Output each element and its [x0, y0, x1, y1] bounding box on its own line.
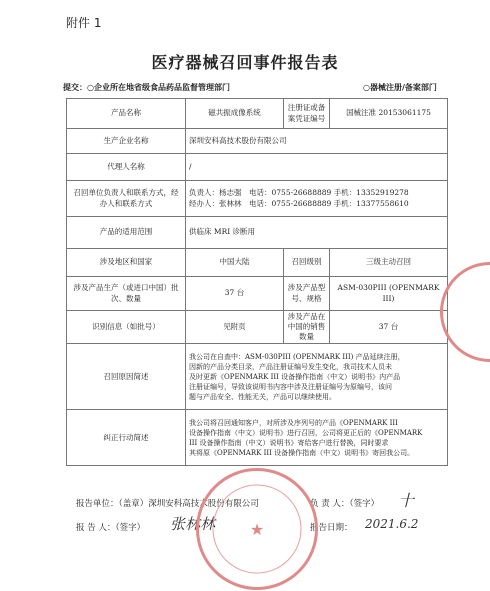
company-stamp — [196, 468, 318, 590]
level-label: 召回级别 — [284, 249, 330, 277]
reporter-unit: 报告单位：（盖章）深圳安科高技术股份有限公司 — [76, 499, 259, 509]
responsible-label: 负 责 人：（签字） — [310, 499, 380, 509]
stamp-ring — [199, 471, 315, 587]
reporter-label: 报 告 人：（签字） — [76, 523, 146, 533]
reg-value: 国械注准 20153061175 — [330, 99, 448, 129]
action-line: III 设备操作指南（中文）说明书》寄给客户进行替换，同时要求 — [189, 438, 389, 447]
scope-label: 产品的适用范围 — [67, 217, 186, 249]
agent-label: 代理人名称 — [67, 154, 186, 181]
report-date-value: 2021.6.2 — [365, 517, 419, 531]
action-value — [186, 410, 448, 466]
sales-value: 37 台 — [330, 311, 448, 344]
report-date-label: 报告日期： — [310, 523, 353, 533]
attachment-label: 附件 1 — [66, 16, 102, 30]
batch-label: 涉及产品生产（或进口中国）批次、数量 — [67, 277, 186, 311]
manufacturer-value: 深圳安科高技术股份有限公司 — [186, 129, 448, 154]
contact-label: 召回单位负责人和联系方式，经办人和联系方式 — [67, 181, 186, 217]
action-line: 其将原《OPENMARK III 设备操作指南（中文）说明书》寄回我公司。 — [189, 449, 415, 458]
level-value: 三级主动召回 — [330, 249, 448, 277]
reason-line: 及时更新《OPENMARK III 设备操作指南（中文）说明书》内产品 — [189, 372, 401, 381]
responsible-signature: ⼗ — [398, 491, 415, 510]
reason-line: 因新的产品分类目录，产品注册证编号发生变化，我司技术人员未 — [189, 362, 392, 371]
batch-value: 37 台 — [186, 277, 284, 311]
reason-line: 注册证编号，导致该说明书内容中涉及注册证编号为原编号，该问 — [189, 382, 392, 391]
contact-line: 经办人：张林林 电话：0755-26688889 手机：13377558610 — [189, 198, 409, 208]
submit-left: 提交：○企业所在地省级食品药品监督管理部门 — [63, 83, 230, 92]
agent-value: / — [186, 154, 448, 181]
product-name-value: 磁共振成像系统 — [186, 99, 284, 129]
submit-right: ○器械注册/备案部门 — [363, 83, 437, 92]
reason-value — [186, 344, 448, 410]
region-label: 涉及地区和国家 — [67, 249, 186, 277]
action-line: 设备操作指南（中文）说明书》进行召回，公司将更正后的《OPENMARK — [189, 428, 423, 437]
reason-line: 我公司在自查中：ASM-030PIII (OPENMARK III) 产品延续注册， — [189, 352, 405, 361]
id-label: 识别信息（如批号） — [67, 311, 186, 344]
id-value: 见附页 — [186, 311, 284, 344]
recall-report-table — [66, 98, 448, 466]
reason-line: 题与产品安全、性能无关，产品可以继续使用。 — [189, 393, 336, 402]
manufacturer-label: 生产企业名称 — [67, 129, 186, 154]
action-line: 我公司将召回通知客户，对所涉及序列号的产品《OPENMARK III — [189, 418, 398, 427]
contact-line: 负责人：杨志强 电话：0755-26688889 手机：13352919278 — [189, 188, 409, 198]
model-label: 涉及产品型号、规格 — [284, 277, 330, 311]
page-title: 医疗器械召回事件报告表 — [151, 53, 339, 72]
reporter-signature: 张林林 — [170, 515, 216, 533]
reg-label: 注册证或备案凭证编号 — [284, 99, 330, 129]
svg-text:★: ★ — [249, 520, 265, 539]
product-name-label: 产品名称 — [67, 99, 186, 129]
model-value: ASM-030PIII (OPENMARK III) — [330, 277, 448, 311]
reason-label: 召回原因简述 — [67, 344, 186, 410]
sales-label: 涉及产品在中国的销售数量 — [284, 311, 330, 344]
region-value: 中国大陆 — [186, 249, 284, 277]
action-label: 纠正行动简述 — [67, 410, 186, 466]
contact-value — [186, 181, 448, 217]
scope-value: 供临床 MRI 诊断用 — [186, 217, 448, 249]
